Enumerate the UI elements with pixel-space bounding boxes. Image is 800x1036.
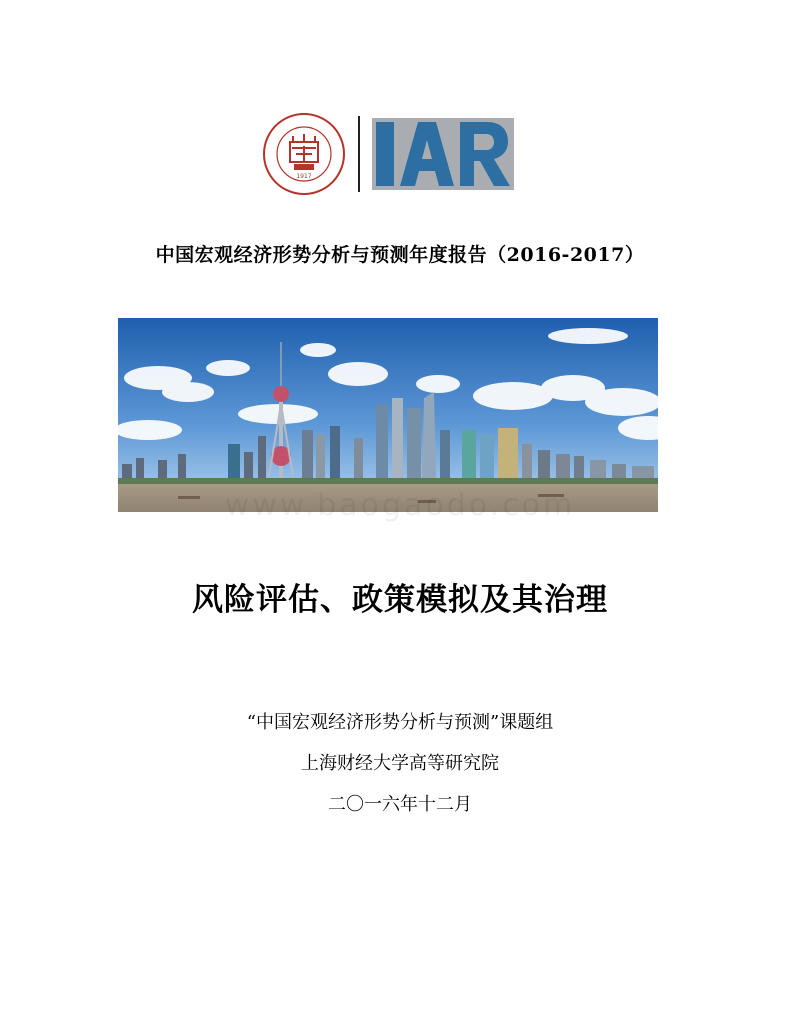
seal-year-text: 1917 xyxy=(296,173,312,180)
iar-logo xyxy=(372,118,514,190)
logo-divider xyxy=(358,116,360,192)
publication-date: 二〇一六年十二月 xyxy=(328,794,472,815)
university-seal-logo xyxy=(262,112,346,196)
shanghai-skyline-photo xyxy=(118,318,658,512)
header-logos xyxy=(262,112,522,196)
main-title: 风险评估、政策模拟及其治理 xyxy=(192,582,608,618)
watermark-text: www.baogaodo.com xyxy=(224,488,576,523)
research-group: “中国宏观经济形势分析与预测”课题组 xyxy=(246,712,554,733)
institute-name: 上海财经大学高等研究院 xyxy=(301,753,499,774)
report-title: 中国宏观经济形势分析与预测年度报告（2016-2017） xyxy=(155,244,645,266)
